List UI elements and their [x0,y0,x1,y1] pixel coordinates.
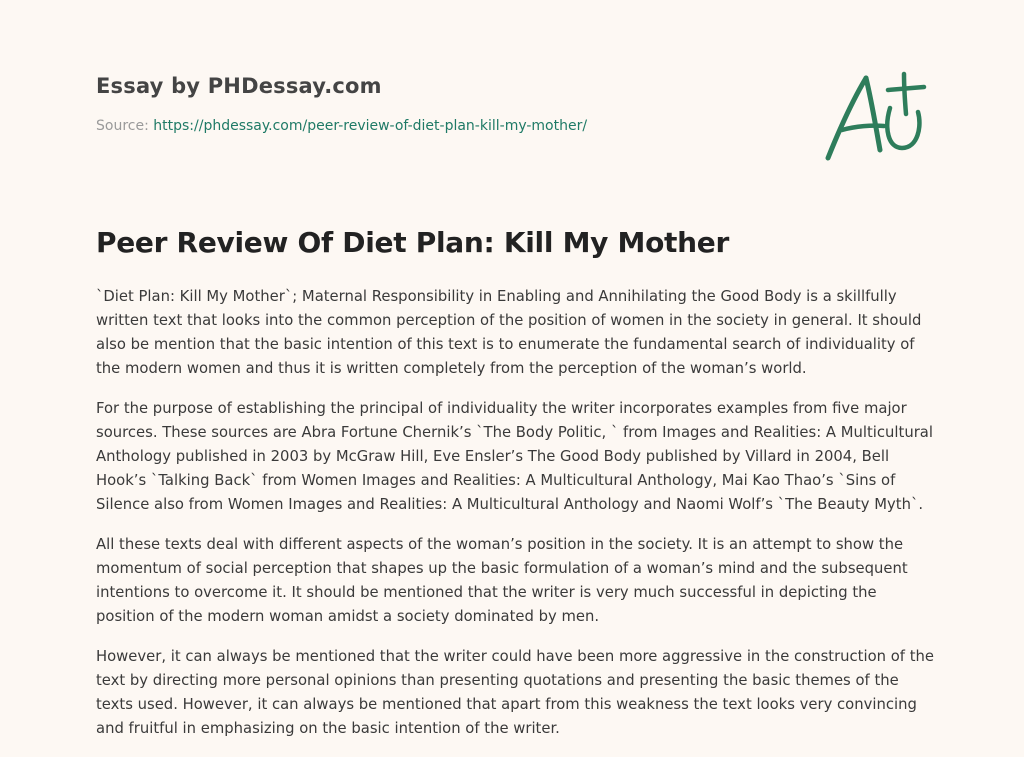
source-link[interactable]: https://phdessay.com/peer-review-of-diet-plan-kill-my-mother/ [153,118,588,134]
article-paragraph: For the purpose of establishing the principal of individuality the writer incorporates examples from five major sources. These sources are Abra Fortune Chernik’s `The Body Politic, ` from Images and Realities: A Multicultural Anthology published in 2003 by McGraw Hill, Eve Ensler’s The Good Body published by Villard in 2004, Bell Hook’s `Talking Back` from Women Images and Realities: A Multicultural Anthology, Mai Kao Thao’s `Sins of Silence also from Women Images and Realities: A Multicultural Anthology and Naomi Wolf’s `The Beauty Myth`. [96,400,933,513]
source-label: Source: [96,118,154,134]
site-header [96,74,796,134]
article-paragraph: However, it can always be mentioned that the writer could have been more aggressive in the construction of the text by directing more personal opinions than presenting quotations and presenting the basic themes of the texts used. However, it can always be mentioned that apart from this weakness the text looks very convincing and fruitful in emphasizing on the basic intention of the writer. [96,648,934,737]
article-body [96,285,936,757]
a-plus-logo-graphic [822,68,930,164]
source-line [96,118,796,134]
article-paragraph: All these texts deal with different aspects of the woman’s position in the society. It is an attempt to show the momentum of social perception that shapes up the basic formulation of a woman’s mind and the subsequent intentions to overcome it. It should be mentioned that the writer is very much successful in depicting the position of the modern woman amidst a society dominated by men. [96,536,908,625]
article-paragraph: `Diet Plan: Kill My Mother`; Maternal Responsibility in Enabling and Annihilating the Good Body is a skillfully written text that looks into the common perception of the position of women in the society in general. It should also be mention that the basic intention of this text is to enumerate the fundamental search of individuality of the modern women and thus it is written completely from the perception of the woman’s world. [96,288,922,377]
page-title: Peer Review Of Diet Plan: Kill My Mother [96,226,729,259]
a-plus-logo [822,68,930,164]
site-brand: Essay by PHDessay.com [96,74,382,98]
